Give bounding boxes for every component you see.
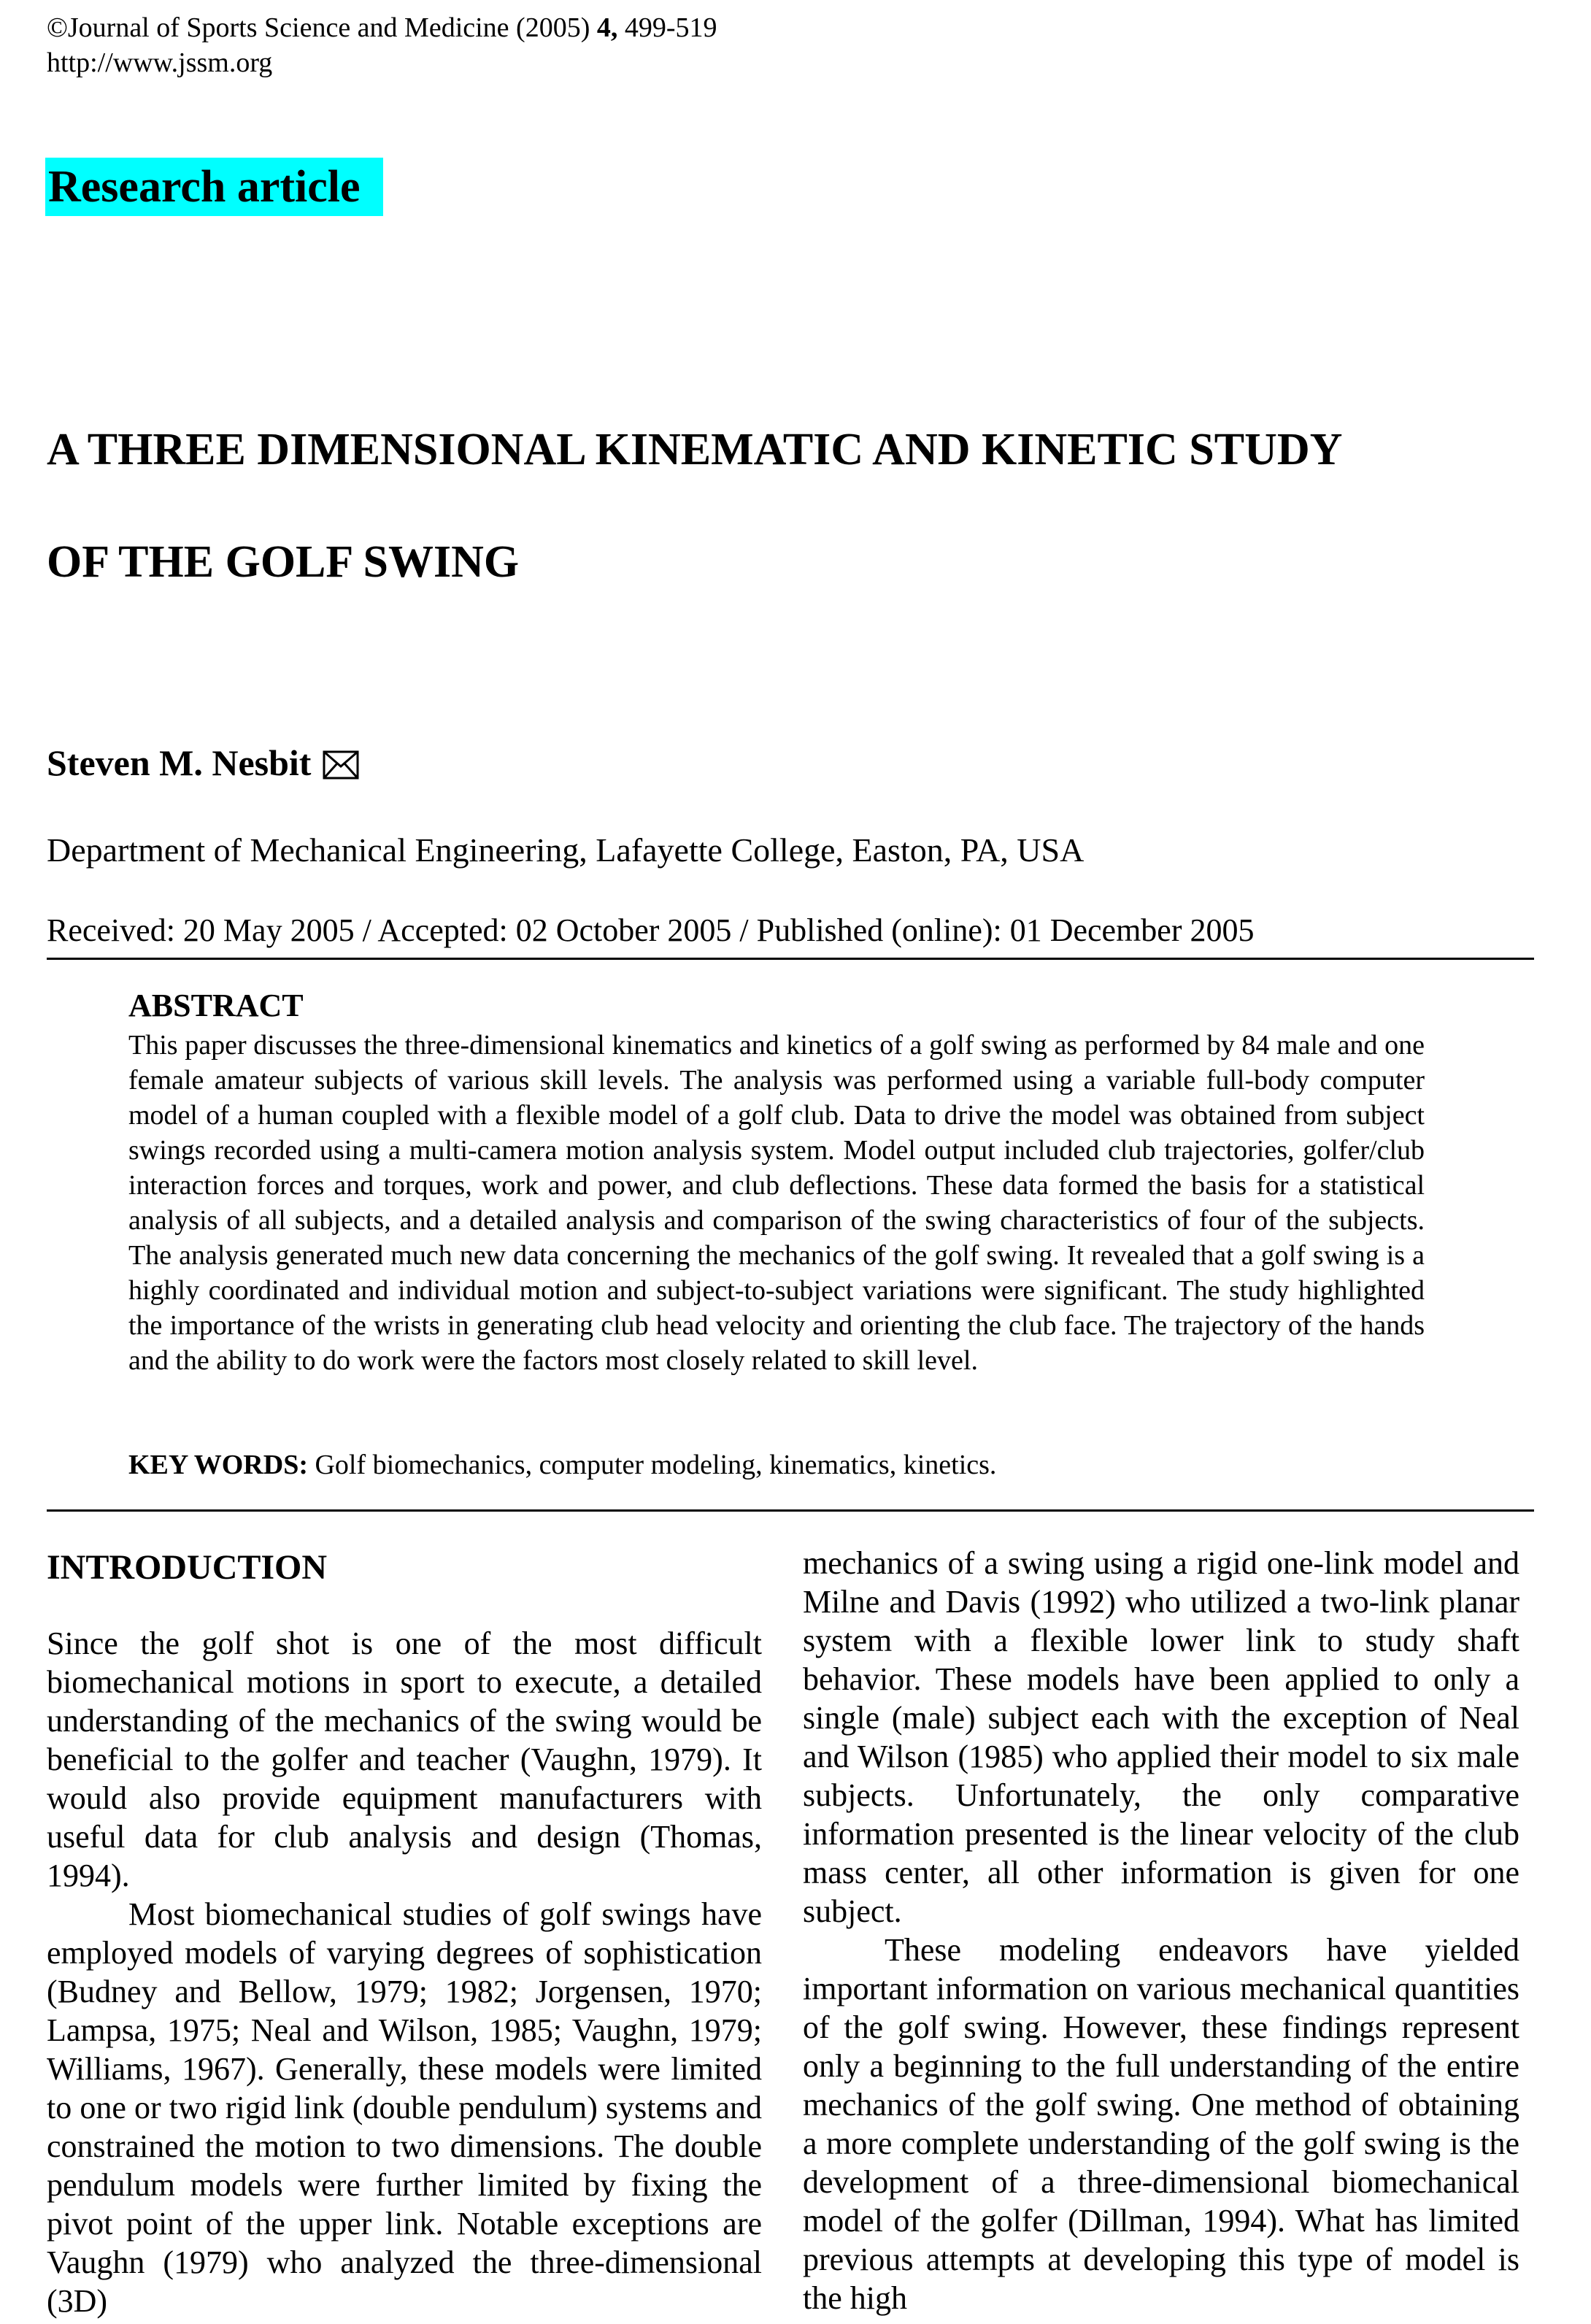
divider-top — [47, 958, 1534, 960]
publication-dates: Received: 20 May 2005 / Accepted: 02 October 2005 / Published (online): 01 December 2005 — [47, 912, 1255, 948]
journal-url[interactable]: http://www.jssm.org — [47, 47, 273, 78]
keywords-label: KEY WORDS: — [128, 1450, 308, 1480]
journal-volume: 4, — [596, 12, 618, 43]
intro-left-column — [47, 1624, 762, 2320]
envelope-icon[interactable] — [323, 738, 359, 796]
intro-paragraph: mechanics of a swing using a rigid one-link model and Milne and Davis (1992) who utilized a two-link planar system with a flexible lower link to study shaft behavior. These models have been applied to only a single (male) subject each with the exception of Neal and Wilson (1985) who applied their model to six male subjects. Unfortunately, the only comparative information presented is the linear velocity of the club mass center, all other information is given for one subject. — [803, 1545, 1519, 1929]
intro-paragraph: Most biomechanical studies of golf swings have employed models of varying degrees of sophistication (Budney and Bellow, 1979; 1982; Jorgensen, 1970; Lampsa, 1975; Neal and Wilson, 1985; Vaughn, 1979; Williams, 1967). Generally, these models were limited to one or two rigid link (double pendulum) systems and constrained the motion to two dimensions. The double pendulum models were further limited by fixing the pivot point of the upper link. Notable exceptions are Vaughn (1979) who analyzed the three-dimensional (3D) — [47, 1896, 762, 2319]
journal-citation — [47, 10, 717, 45]
author-name: Steven M. Nesbit — [47, 742, 312, 783]
introduction-heading: INTRODUCTION — [47, 1548, 328, 1587]
divider-bottom — [47, 1509, 1534, 1512]
keywords-text: Golf biomechanics, computer modeling, kinematics, kinetics. — [307, 1450, 997, 1480]
intro-paragraph: Since the golf shot is one of the most difficult biomechanical motions in sport to execute, a detailed understanding of the mechanics of the swing would be beneficial to the golfer and teacher (Vaughn, 1979). It would also provide equipment manufacturers with useful data for club analysis and design (Thomas, 1994). — [47, 1625, 762, 1893]
intro-paragraph: These modeling endeavors have yielded important information on various mechanical quantities of the golf swing. However, these findings represent only a beginning to the full understanding of the entire mechanics of the golf swing. One method of obtaining a more complete understanding of the golf swing is the development of a three-dimensional biomechanical model of the golfer (Dillman, 1994). What has limited previous attempts at developing this type of model is the high — [803, 1932, 1519, 2316]
abstract-heading: ABSTRACT — [128, 988, 304, 1023]
title-line-1: A THREE DIMENSIONAL KINEMATIC AND KINETIC STUDY — [47, 425, 1343, 474]
abstract-text: This paper discusses the three-dimensional kinematics and kinetics of a golf swing as performed by 84 male and one female amateur subjects of various skill levels. The analysis was performed using a variable full-body computer model of a human coupled with a flexible model of a golf club. Data to drive the model was obtained from subject swings recorded using a multi-camera motion analysis system. Model output included club trajectories, golfer/club interaction forces and torques, work and power, and club deflections. These data formed the basis for a statistical analysis of all subjects, and a detailed analysis and comparison of the swing characteristics of four of the subjects. The analysis generated much new data concerning the mechanics of the golf swing. It revealed that a golf swing is a highly coordinated and individual motion and subject-to-subject variations were significant. The study highlighted the importance of the wrists in generating club head velocity and orienting the club face. The trajectory of the hands and the ability to do work were the factors most closely related to skill level. — [128, 1030, 1425, 1376]
author-affiliation: Department of Mechanical Engineering, Lafayette College, Easton, PA, USA — [47, 831, 1085, 869]
journal-pages: 499-519 — [617, 12, 717, 43]
journal-name: ©Journal of Sports Science and Medicine (2005) — [47, 12, 597, 43]
keywords — [128, 1447, 1425, 1482]
intro-right-column — [803, 1544, 1519, 2317]
article-type-label: Research article — [45, 158, 383, 216]
title-line-2: OF THE GOLF SWING — [47, 537, 520, 587]
author-block — [47, 734, 359, 796]
